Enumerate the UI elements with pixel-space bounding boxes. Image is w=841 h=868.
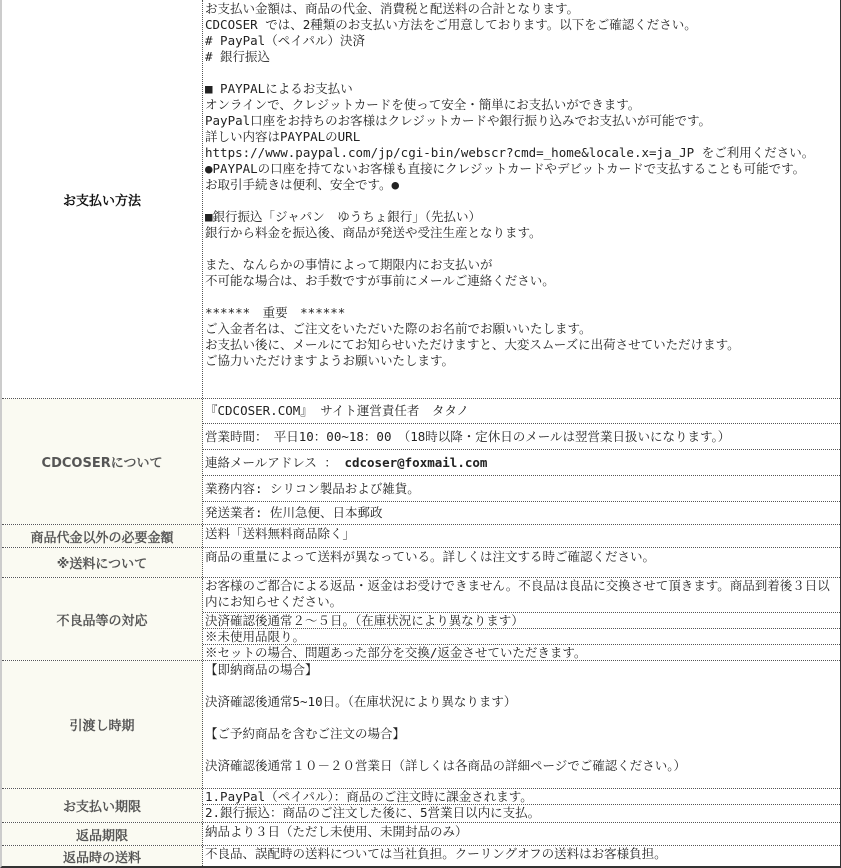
- about-row-email: [203, 449, 840, 475]
- deadline-row: 2.銀行振込：商品のご注文した後に、5営業日以内に支払。: [203, 804, 840, 822]
- label-defects: 不良品等の対応: [2, 578, 203, 660]
- extra-fees-text: 送料「送料無料商品除く」: [205, 526, 356, 541]
- section-return-shipping: [2, 845, 840, 866]
- return-period-text: 納品より３日（ただし未使用、未開封品のみ）: [205, 824, 468, 839]
- label-return-shipping: 返品時の送料: [2, 846, 203, 866]
- deadline-row: 1.PayPal（ペイパル）：商品のご注文時に課金されます。: [205, 789, 533, 804]
- about-row: 『CDCOSER.COM』 サイト運営責任者 タタノ: [205, 403, 470, 418]
- defects-row: お客様のご都合による返品・返金はお受けできません。不良品は良品に交換させて頂きます。商品到着後３日以内にお知らせください。: [205, 578, 830, 609]
- payment-method-text: お支払い金額は、商品の代金、消費税と配送料の合計となります。 CDCOSER では、2種類のお支払い方法をご用意しております。以下をご確認ください。 # PayPal（ペイパル）決済 # 銀行振込 ■ PAYPALによるお支払い オンラインで、クレジットカードを使って安全・簡単にお支払いができます。 PayPal口座をお持ちのお客様はクレジットカードや銀行振り込みでお支払いが可能です。 詳しい内容はPAYPALのURL https://www.paypal.com/jp/cgi-bin/webscr?cmd=_home&locale.x=ja_JP をご利用ください。 ●PAYPALの口座を持てないお客様も直接にクレジットカードやデビットカードで支払することも可能です。 お取引手続きは便利、安全です。● ■銀行振込「ジャパン ゆうちょ銀行」（先払い） 銀行から料金を振込後、商品が発送や受注生産となります。 また、なんらかの事情によって期限内にお支払いが 不可能な場合は、お手数ですが事前にメールご連絡ください。 ****** 重要 ****** ご入金者名は、ご注文をいただいた際のお名前でお願いいたします。 お支払い後に、メールにてお知らせいただけますと、大変スムーズに出荷させていただけます。 ご協力いただけますようお願いいたします。: [205, 1, 815, 368]
- shipping-text: 商品の重量によって送料が異なっている。詳しくは注文する時ご確認ください。: [205, 549, 656, 564]
- defects-row: 決済確認後通常２～５日。（在庫状況により異なります）: [203, 612, 840, 628]
- section-about: [2, 398, 840, 524]
- email-address[interactable]: cdcoser@foxmail.com: [344, 454, 488, 470]
- about-row: 発送業者: 佐川急便、日本郵政: [203, 501, 840, 524]
- label-shipping: ※送料について: [2, 548, 203, 577]
- label-payment-deadline: お支払い期限: [2, 789, 203, 822]
- section-delivery: [2, 660, 840, 788]
- defects-row: ※未使用品限り。: [203, 628, 840, 644]
- about-row: 業務内容: シリコン製品および雑貨。: [203, 475, 840, 501]
- label-extra-fees: 商品代金以外の必要金額: [2, 525, 203, 547]
- defects-row: ※セットの場合、問題あった部分を交換/返金させていただきます。: [203, 644, 840, 660]
- email-label: 連絡メールアドレス ：: [205, 454, 345, 470]
- section-return-period: [2, 822, 840, 845]
- label-delivery: 引渡し時期: [2, 661, 203, 788]
- return-shipping-text: 不良品、誤配時の送料については当社負担。クーリングオフの送料はお客様負担。: [205, 846, 667, 861]
- section-payment-deadline: [2, 788, 840, 822]
- section-shipping: [2, 547, 840, 577]
- section-defects: [2, 577, 840, 660]
- delivery-text: 【即納商品の場合】 決済確認後通常5~10日。（在庫状況により異なります） 【ご予約商品を含むご注文の場合】 決済確認後通常１０－２０営業日（詳しくは各商品の詳細ページでご確認ください。）: [205, 662, 687, 773]
- section-extra-fees: [2, 524, 840, 547]
- label-return-period: 返品期限: [2, 823, 203, 845]
- about-row: 営業時間： 平日10：00~18：00 （18時以降・定休日のメールは翌営業日扱いになります。）: [203, 423, 840, 449]
- section-payment-method: [2, 0, 840, 398]
- label-payment-method: お支払い方法: [2, 0, 203, 398]
- label-about: CDCOSERについて: [2, 399, 203, 524]
